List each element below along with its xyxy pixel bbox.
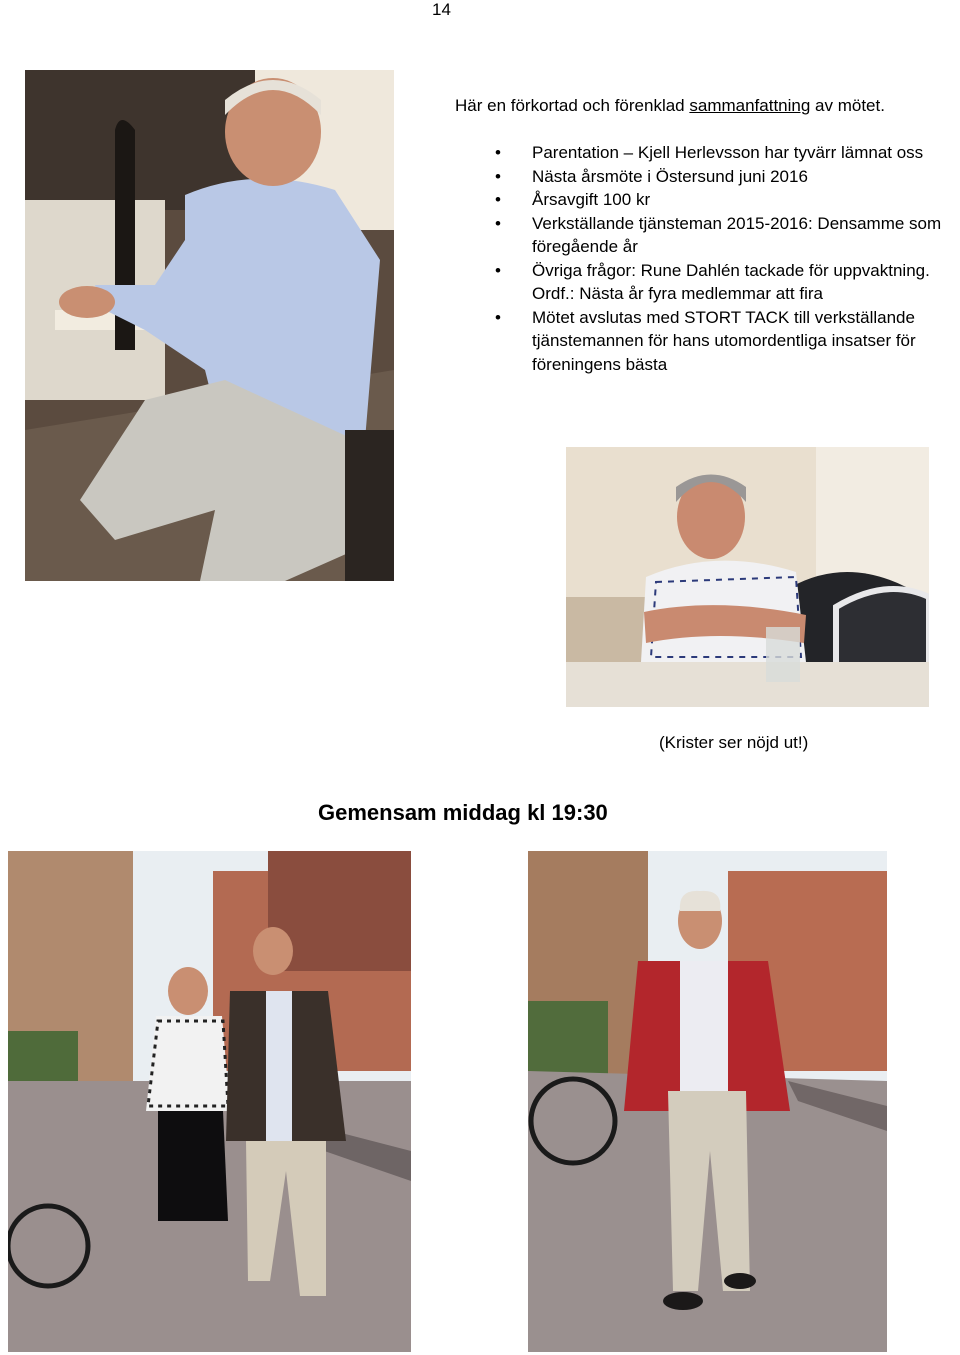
intro-text: Här en förkortad och förenklad sammanfattning av mötet. (455, 96, 885, 115)
list-item: • Parentation – Kjell Herlevsson har tyvärr lämnat oss (495, 141, 960, 165)
photo-caption: (Krister ser nöjd ut!) (659, 733, 809, 752)
list-item: • Verkställande tjänsteman 2015-2016: Densamme som föregående år (495, 212, 960, 259)
photo-man-red-jacket (528, 851, 887, 1352)
photo-krister (566, 447, 929, 707)
list-item: • Nästa årsmöte i Östersund juni 2016 (495, 165, 960, 189)
meeting-summary-list (495, 141, 960, 376)
list-item: • Övriga frågor: Rune Dahlén tackade för uppvaktning. Ordf.: Nästa år fyra medlemmar att fira (495, 259, 960, 306)
list-item: • Mötet avslutas med STORT TACK till verkställande tjänstemannen för hans utomordentliga insatser för föreningens bästa (495, 306, 960, 377)
list-item: • Årsavgift 100 kr (495, 188, 960, 212)
section-heading: Gemensam middag kl 19:30 (318, 800, 608, 825)
photo-couple-walking (8, 851, 411, 1352)
page-number: 14 (432, 0, 451, 19)
photo-seated-man (25, 70, 394, 581)
summary-link-text: sammanfattning (689, 96, 811, 115)
